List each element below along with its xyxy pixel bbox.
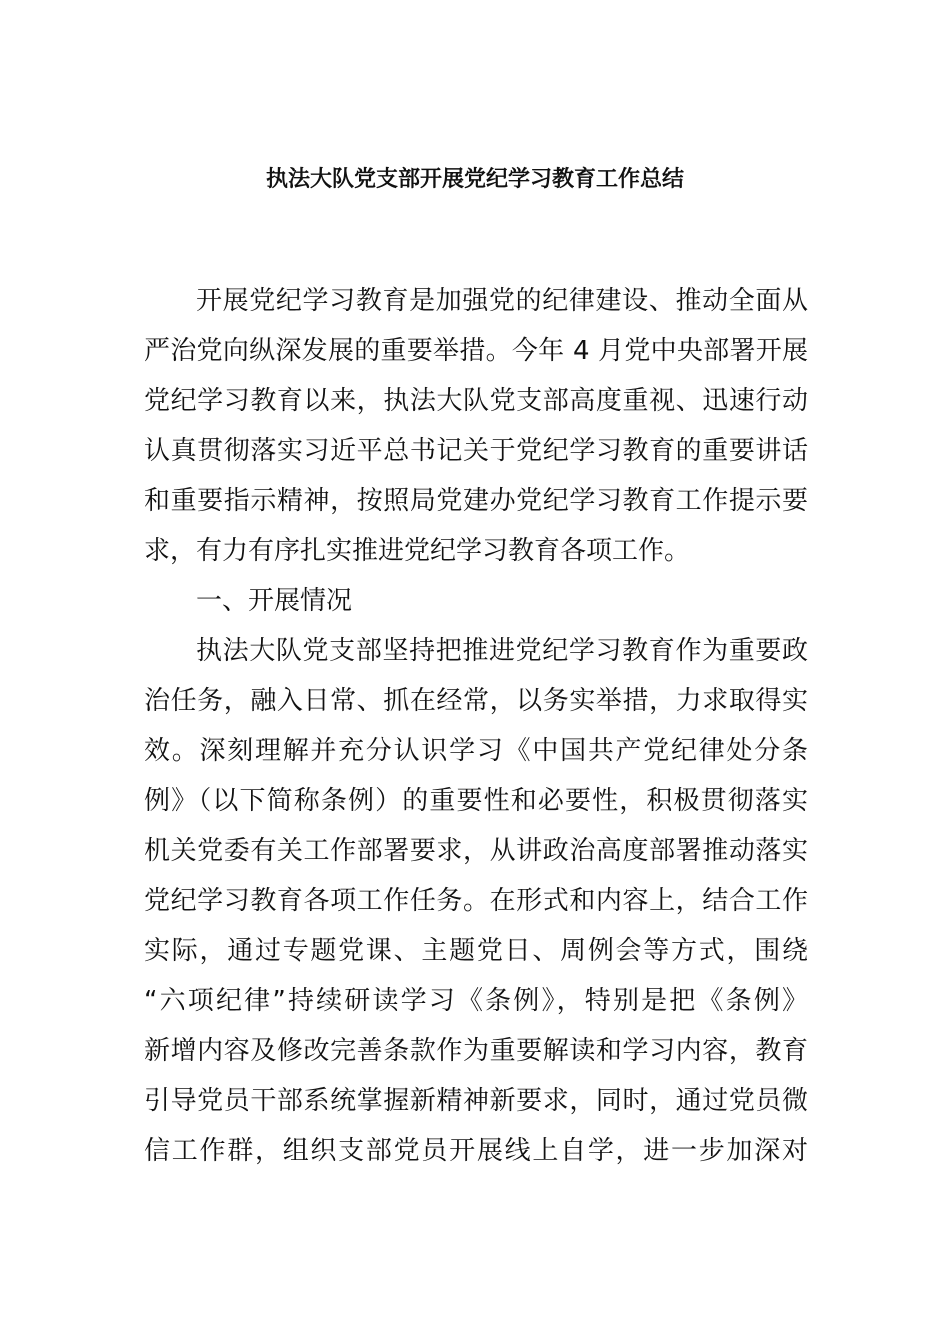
paragraph-line: 党纪学习教育以来，执法大队党支部高度重视、迅速行动: [144, 386, 808, 416]
paragraph-line: 例》（以下简称条例）的重要性和必要性，积极贯彻落实: [144, 786, 808, 816]
paragraph-line: 实际，通过专题党课、主题党日、周例会等方式，围绕: [144, 936, 808, 966]
paragraph-line: 治任务，融入日常、抓在经常，以务实举措，力求取得实: [144, 686, 808, 716]
paragraph-line: 严治党向纵深发展的重要举措。今年 4 月党中央部署开展: [144, 336, 808, 366]
paragraph-line: 执法大队党支部坚持把推进党纪学习教育作为重要政: [196, 636, 808, 666]
paragraph-line: 求，有力有序扎实推进党纪学习教育各项工作。: [144, 536, 691, 566]
paragraph-line: 信工作群，组织支部党员开展线上自学，进一步加深对: [144, 1136, 808, 1166]
paragraph-line: 认真贯彻落实习近平总书记关于党纪学习教育的重要讲话: [144, 436, 808, 466]
paragraph-line: 和重要指示精神，按照局党建办党纪学习教育工作提示要: [144, 486, 808, 516]
paragraph-line: 党纪学习教育各项工作任务。在形式和内容上，结合工作: [144, 886, 808, 916]
paragraph-line: 机关党委有关工作部署要求，从讲政治高度部署推动落实: [144, 836, 808, 866]
paragraph-line: 效。深刻理解并充分认识学习《中国共产党纪律处分条: [144, 736, 808, 766]
paragraph-line: “六项纪律”持续研读学习《条例》，特别是把《条例》: [144, 986, 808, 1016]
paragraph-line: 开展党纪学习教育是加强党的纪律建设、推动全面从: [196, 286, 808, 316]
paragraph-line: 新增内容及修改完善条款作为重要解读和学习内容，教育: [144, 1036, 808, 1066]
paragraph-line: 引导党员干部系统掌握新精神新要求，同时，通过党员微: [144, 1086, 808, 1116]
document-title: 执法大队党支部开展党纪学习教育工作总结: [265, 167, 684, 192]
section-heading: 一、开展情况: [196, 586, 353, 616]
